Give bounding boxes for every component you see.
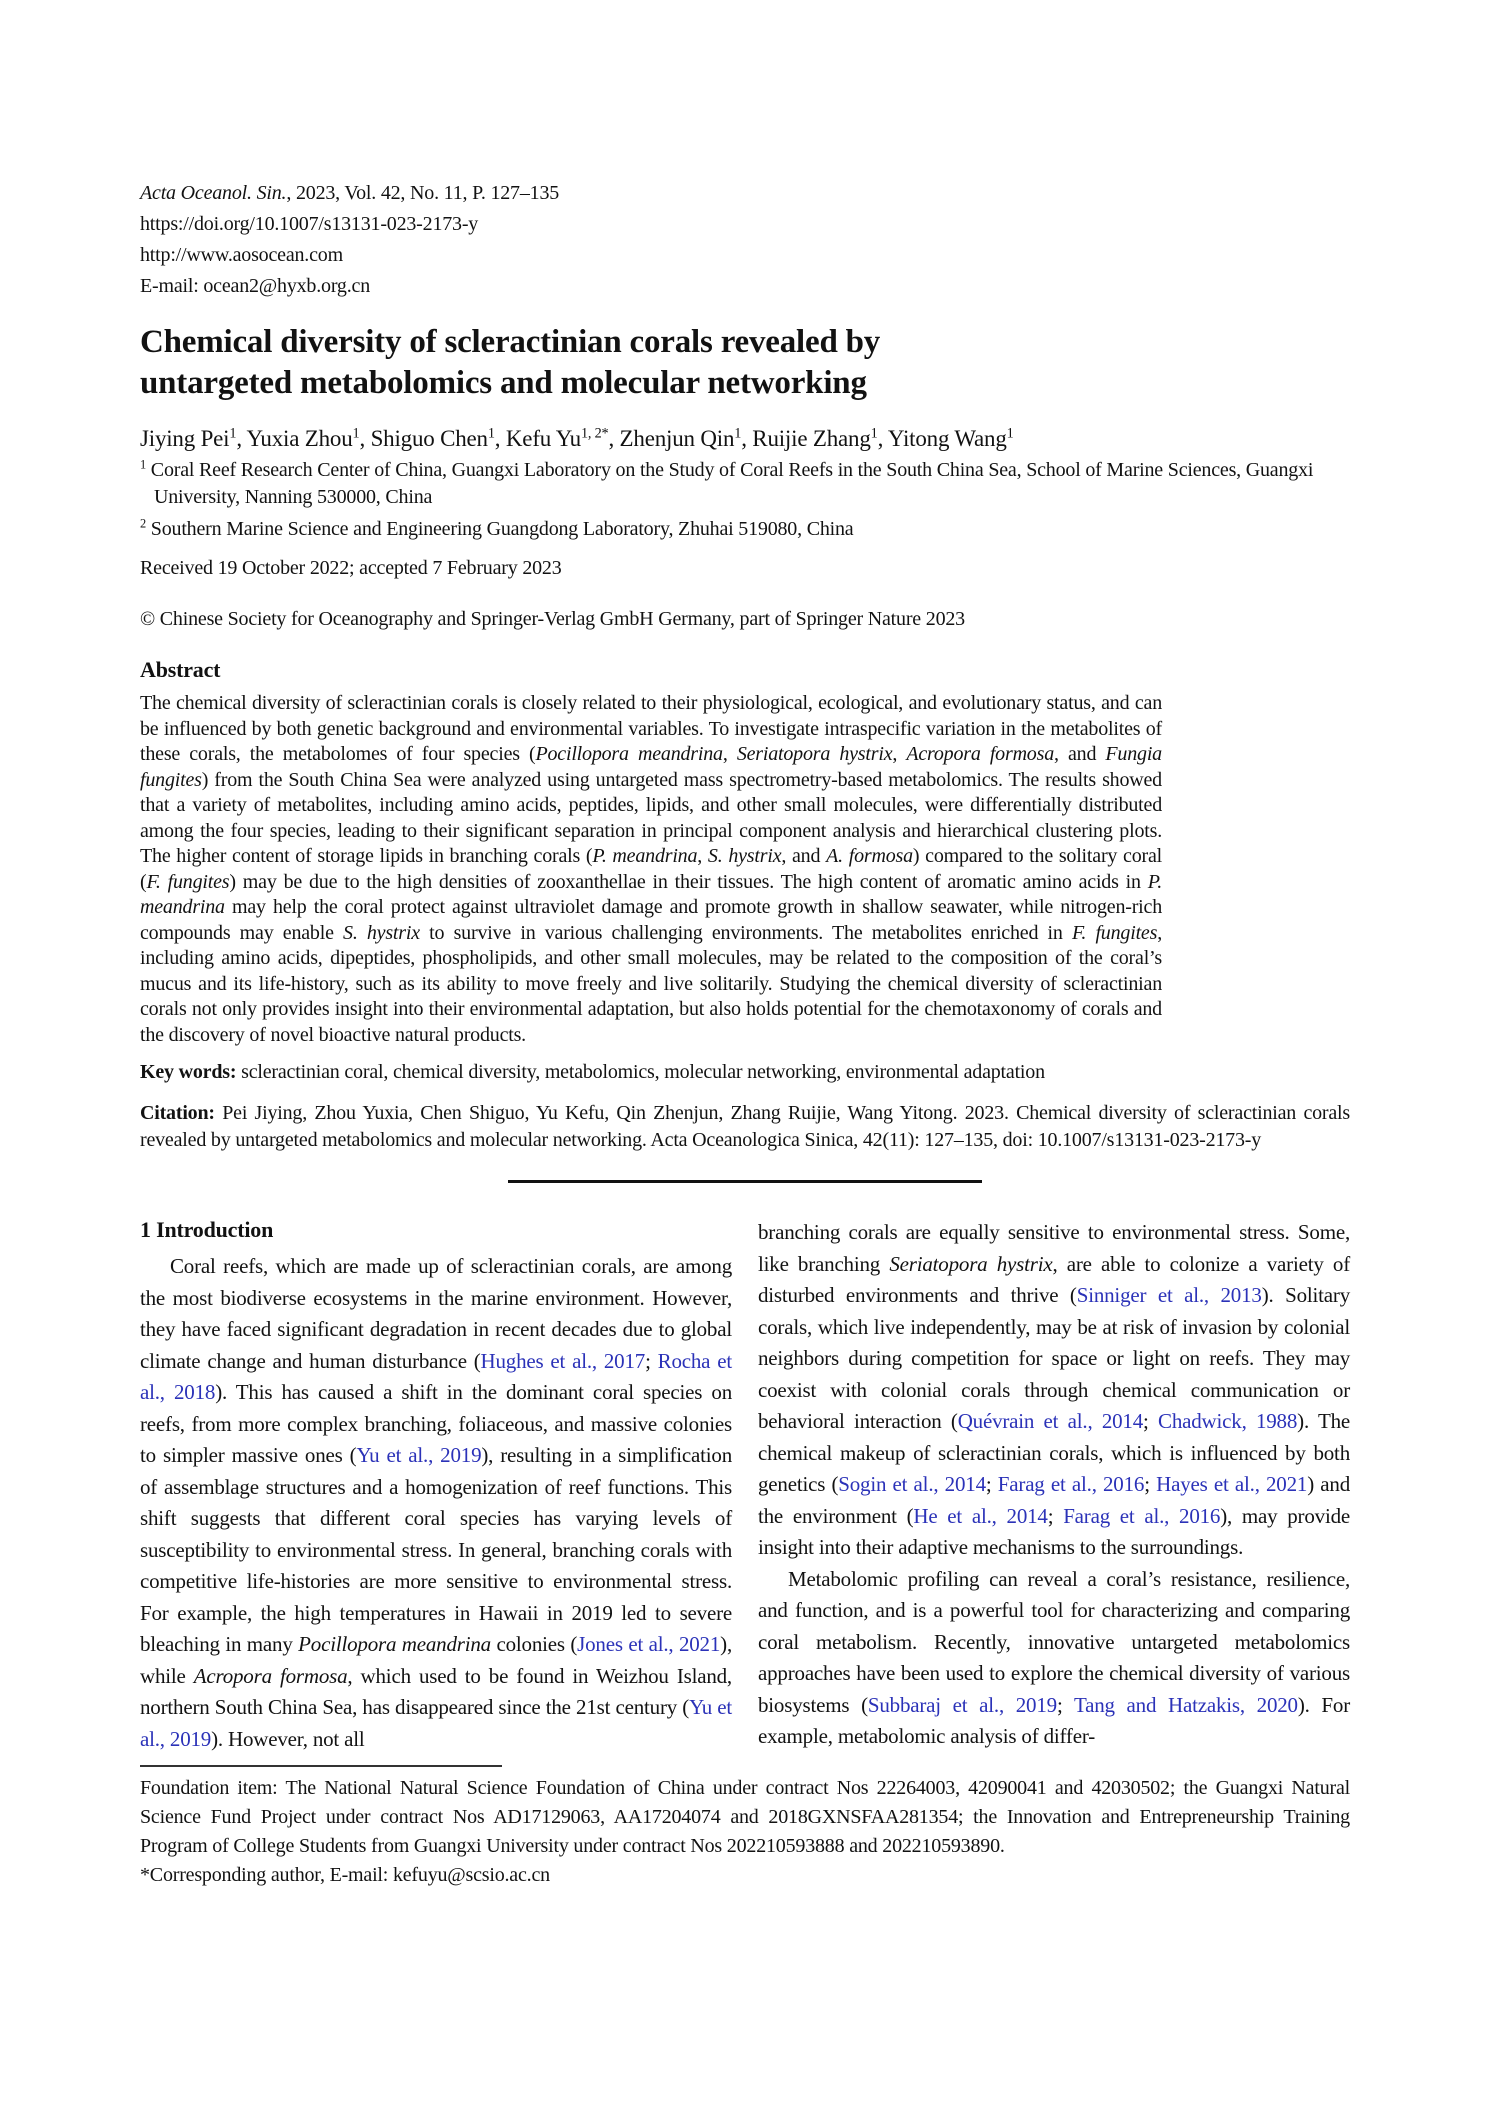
- keywords-text: scleractinian coral, chemical diversity, metabolomics, molecular networking, environmental adaptation: [241, 1061, 1045, 1084]
- text-segment: P. meandrina: [592, 845, 698, 868]
- introduction-paragraph-left: [140, 1251, 732, 1755]
- text-segment: Southern Marine Science and Engineering Guangdong Laboratory, Zhuhai 519080, China: [146, 518, 854, 541]
- text-segment: , Yuxia Zhou: [236, 426, 353, 452]
- text-segment: ) may be due to the high densities of zooxanthellae in their tissues. The high content of aromatic amino acids in: [229, 870, 1148, 893]
- citation-link[interactable]: Subbaraj et al., 2019: [867, 1692, 1057, 1717]
- text-segment: ,: [892, 743, 907, 766]
- article-title-line1: Chemical diversity of scleractinian corals revealed by: [140, 324, 881, 360]
- text-segment: , Shiguo Chen: [359, 426, 488, 452]
- text-segment: ). Solitary corals, which live independently, may be at risk of invasion by colonial neighbors during competition for space or light on reefs. They may coexist with colonial corals through chemical communication or behavioral interaction (: [758, 1283, 1350, 1434]
- text-segment: , and: [1054, 743, 1106, 766]
- text-segment: , which used to be found in Weizhou Island, northern South China Sea, has disappeared since the 21st century (: [140, 1663, 732, 1720]
- text-segment: , Ruijie Zhang: [741, 426, 871, 452]
- section-divider-rule: [508, 1180, 982, 1183]
- text-segment: 1: [870, 425, 878, 442]
- text-segment: Pocillopora meandrina: [298, 1632, 491, 1657]
- text-segment: branching corals are equally sensitive to environmental stress. Some, like branching: [758, 1220, 1350, 1276]
- text-segment: Seriatopora hystrix: [889, 1251, 1053, 1276]
- text-segment: ;: [1143, 1409, 1159, 1434]
- text-segment: 1: [1006, 425, 1014, 442]
- text-segment: 1, 2*: [580, 425, 609, 442]
- text-segment: F. fungites: [146, 870, 230, 893]
- citation-link[interactable]: Hayes et al., 2021: [1156, 1472, 1308, 1497]
- citation-link[interactable]: Quévrain et al., 2014: [957, 1409, 1144, 1434]
- text-segment: to survive in various challenging environments. The metabolites enriched in: [419, 921, 1072, 944]
- text-segment: ;: [645, 1348, 658, 1373]
- citation-link[interactable]: Yu et al., 2019: [140, 1695, 732, 1751]
- left-column: [140, 1217, 732, 1755]
- text-segment: 2: [140, 516, 146, 531]
- doi-line: https://doi.org/10.1007/s13131-023-2173-y: [140, 213, 479, 235]
- text-segment: ), while: [140, 1632, 732, 1688]
- citation-link[interactable]: Tang and Hatzakis, 2020: [1073, 1692, 1298, 1717]
- affiliation-1: [140, 457, 1350, 511]
- citation-text: Pei Jiying, Zhou Yuxia, Chen Shiguo, Yu Kefu, Qin Zhenjun, Zhang Ruijie, Wang Yitong. 2023. Chemical diversity of scleractinian corals revealed by untargeted metabolomics and molecular networking. Acta Oceanologica Sinica, 42(11): 127–135, doi: 10.1007/s13131-023-2173-y: [140, 1102, 1350, 1152]
- text-segment: The chemical diversity of scleractinian corals is closely related to their physiological, ecological, and evolutionary status, and can be influenced by both genetic background and environmental variables. To investigate intraspecific variation in the metabolites of these corals, the metabolomes of four species (: [140, 692, 1162, 766]
- text-segment: Seriatopora hystrix: [736, 743, 893, 766]
- text-segment: , 2023, Vol. 42, No. 11, P. 127–135: [286, 182, 560, 204]
- text-segment: , are able to colonize a variety of disturbed environments and thrive (: [758, 1251, 1350, 1308]
- citation-link[interactable]: Farag et al., 2016: [1063, 1503, 1221, 1528]
- text-segment: A. formosa: [826, 845, 913, 868]
- text-segment: , Zhenjun Qin: [608, 426, 735, 452]
- text-segment: Acropora formosa: [193, 1663, 348, 1688]
- text-segment: 1: [229, 425, 237, 442]
- citation-link[interactable]: Chadwick, 1988: [1158, 1409, 1298, 1434]
- text-segment: ), resulting in a simplification of assemblage structures and a homogenization of reef functions. This shift suggests that different coral species has varying levels of susceptibility to environmental stress. In general, branching corals with competitive life-histories are more sensitive to environmental stress. For example, the high temperatures in Hawaii in 2019 led to severe bleaching in many: [140, 1443, 733, 1657]
- article-title-line2: untargeted metabolomics and molecular networking: [140, 365, 867, 401]
- text-segment: ). This has caused a shift in the dominant coral species on reefs, from more complex branching, foliaceous, and massive colonies to simpler massive ones (: [140, 1380, 733, 1468]
- text-segment: ;: [1047, 1503, 1064, 1528]
- text-segment: S. hystrix: [343, 921, 420, 944]
- citation-link[interactable]: Rocha et al., 2018: [140, 1348, 732, 1405]
- website-line: http://www.aosocean.com: [140, 244, 343, 266]
- citation-link[interactable]: Sogin et al., 2014: [838, 1472, 986, 1497]
- text-segment: 1: [352, 425, 360, 442]
- text-segment: Pocillopora meandrina: [535, 743, 723, 766]
- citation-link[interactable]: Farag et al., 2016: [997, 1472, 1145, 1497]
- received-accepted-line: Received 19 October 2022; accepted 7 February 2023: [140, 557, 562, 580]
- foundation-item: Foundation item: The National Natural Science Foundation of China under contract Nos 22264003, 42090041 and 42030502; the Guangxi Natural Science Fund Project under contract Nos AD17129063, AA17204074 and 2018GXNSFAA281354; the Innovation and Entrepreneurship Training Program of College Students from Guangxi University under contract Nos 202210593888 and 202210593890.: [140, 1777, 1350, 1858]
- author-list: [140, 426, 1350, 452]
- text-segment: Jiying Pei: [140, 426, 230, 452]
- text-segment: Metabolomic profiling can reveal a coral’s resistance, resilience, and function, and is a powerful tool for characterizing and comparing coral metabolism. Recently, innovative untargeted metabolomics approaches have been used to explore the chemical diversity of various biosystems (: [758, 1566, 1350, 1717]
- citation-label: Citation:: [140, 1102, 223, 1125]
- journal-info-line: [140, 178, 1350, 209]
- right-column: [758, 1217, 1350, 1755]
- text-segment: 1: [140, 457, 146, 472]
- text-segment: Coral reefs, which are made up of scleractinian corals, are among the most biodiverse ecosystems in the marine environment. However, they have faced significant degradation in recent decades due to global climate change and human disturbance (: [140, 1254, 732, 1373]
- text-segment: Coral Reef Research Center of China, Guangxi Laboratory on the Study of Coral Reefs in the South China Sea, School of Marine Sciences, Guangxi University, Nanning 530000, China: [146, 459, 1314, 509]
- introduction-paragraph-right-2: [758, 1564, 1350, 1753]
- citation-block: [140, 1100, 1350, 1154]
- text-segment: ). For example, metabolomic analysis of differ-: [758, 1692, 1351, 1749]
- text-segment: , including amino acids, dipeptides, phospholipids, and other small molecules, may be related to the composition of the coral’s mucus and its life-history, such as its ability to move freely and live solitarily. Studying the chemical diversity of scleractinian corals not only provides insight into their environmental adaptation, but also holds potential for the chemotaxonomy of corals and the discovery of novel bioactive natural products.: [140, 921, 1162, 1046]
- text-segment: ), may provide insight into their adaptive mechanisms to the surroundings.: [758, 1503, 1350, 1560]
- text-segment: Acta Oceanol. Sin.: [140, 182, 287, 204]
- keywords-label: Key words:: [140, 1061, 242, 1084]
- journal-header: [140, 178, 1350, 302]
- affiliation-2: [140, 516, 1350, 543]
- text-segment: ,: [697, 845, 708, 868]
- copyright-line: © Chinese Society for Oceanography and Springer-Verlag GmbH Germany, part of Springer Nature 2023: [140, 608, 965, 631]
- citation-link[interactable]: Jones et al., 2021: [577, 1632, 721, 1657]
- keywords-block: [140, 1059, 1256, 1086]
- email-line: E-mail: ocean2@hyxb.org.cn: [140, 275, 371, 297]
- text-segment: Fungia fungites: [140, 743, 1162, 791]
- text-segment: ;: [1056, 1692, 1074, 1717]
- text-segment: 1: [734, 425, 742, 442]
- two-column-body: [140, 1217, 1350, 1755]
- text-segment: Acropora formosa: [906, 743, 1054, 766]
- text-segment: ). The chemical makeup of scleractinian corals, which is influenced by both genetics (: [758, 1409, 1351, 1497]
- text-segment: ,: [722, 743, 737, 766]
- text-segment: P. meandrina: [140, 870, 1162, 919]
- text-segment: may help the coral protect against ultraviolet damage and promote growth in shallow seawater, while nitrogen-rich compounds may enable: [140, 896, 1162, 944]
- text-segment: ). However, not all: [211, 1726, 365, 1751]
- text-segment: colonies (: [490, 1632, 578, 1657]
- citation-link[interactable]: Sinniger et al., 2013: [1076, 1283, 1262, 1308]
- footnote-block: [140, 1765, 1350, 1890]
- text-segment: ) and the environment (: [758, 1472, 1350, 1528]
- text-segment: , and: [781, 845, 827, 868]
- footnote-rule: [140, 1765, 502, 1767]
- text-segment: 1: [487, 425, 495, 442]
- introduction-heading: 1 Introduction: [140, 1217, 274, 1243]
- corresponding-author-line: *Corresponding author, E-mail: kefuyu@scsio.ac.cn: [140, 1864, 550, 1887]
- citation-link[interactable]: Hughes et al., 2017: [480, 1348, 646, 1373]
- text-segment: F. fungites: [1071, 921, 1158, 944]
- text-segment: S. hystrix: [707, 845, 782, 868]
- introduction-paragraph-right-1: [758, 1217, 1350, 1564]
- citation-link[interactable]: Yu et al., 2019: [356, 1443, 482, 1468]
- text-segment: ) from the South China Sea were analyzed using untargeted mass spectrometry-based metabolomics. The results showed that a variety of metabolites, including amino acids, peptides, lipids, and other small molecules, were differentially distributed among the four species, leading to their significant separation in principal component analysis and hierarchical clustering plots. The higher content of storage lipids in branching corals (: [140, 768, 1162, 868]
- text-segment: ;: [1144, 1472, 1157, 1497]
- abstract-heading: Abstract: [140, 657, 221, 683]
- text-segment: ) compared to the solitary coral (: [140, 845, 1162, 893]
- citation-link[interactable]: He et al., 2014: [913, 1503, 1048, 1528]
- text-segment: , Yitong Wang: [877, 426, 1007, 452]
- text-segment: ;: [985, 1472, 998, 1497]
- article-title: [140, 322, 1350, 404]
- abstract-body: [140, 691, 1162, 1048]
- text-segment: , Kefu Yu: [494, 426, 581, 452]
